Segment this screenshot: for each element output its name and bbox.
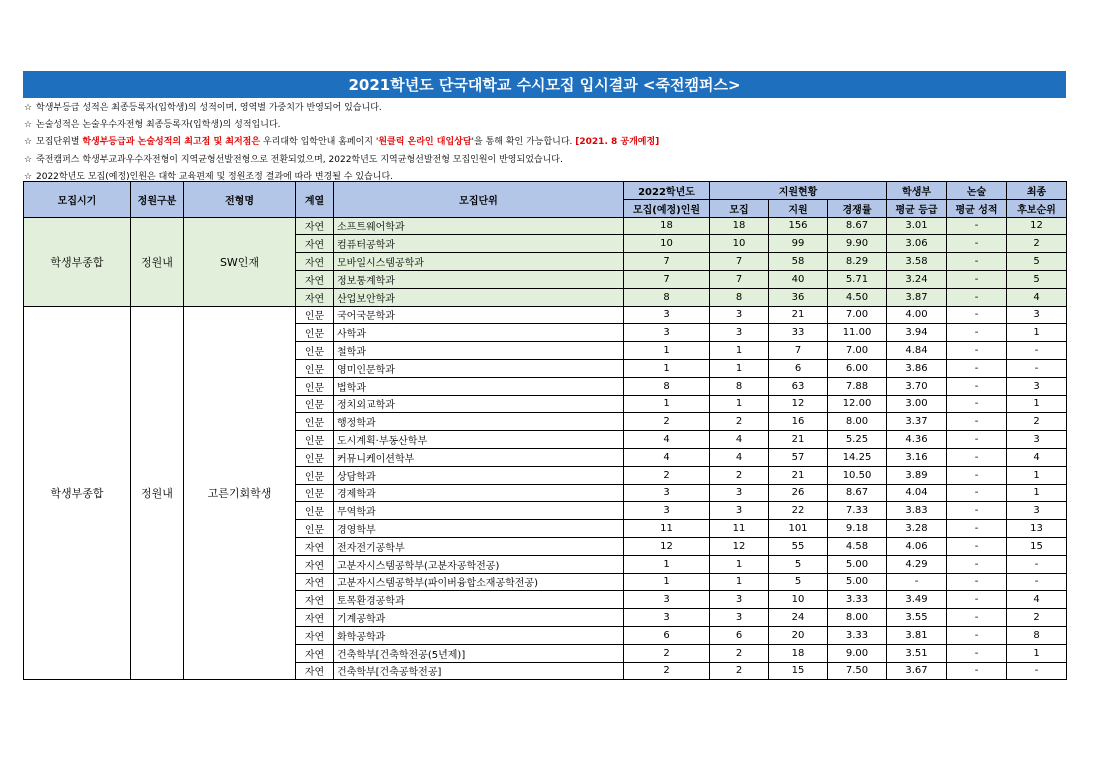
cell-recruit: 10 (710, 235, 769, 253)
star-icon: ☆ (24, 103, 33, 113)
cell-applied: 18 (769, 644, 828, 662)
cell-final: - (1007, 573, 1067, 591)
cell-essay: - (947, 448, 1007, 466)
cell-planned: 2 (624, 662, 710, 680)
cell-applied: 10 (769, 591, 828, 609)
cell-final: 8 (1007, 626, 1067, 644)
cell-admission: 고른기회학생 (184, 306, 296, 680)
cell-planned: 3 (624, 306, 710, 324)
cell-final: 1 (1007, 395, 1067, 413)
cell-grade: 4.04 (887, 484, 947, 502)
cell-applied: 21 (769, 466, 828, 484)
cell-track: 인문 (296, 395, 334, 413)
cell-grade: 3.70 (887, 377, 947, 395)
cell-ratio: 4.58 (828, 537, 887, 555)
cell-period: 학생부종합 (24, 217, 131, 306)
header-period: 모집시기 (24, 182, 131, 218)
table-body (24, 217, 1067, 680)
star-icon: ☆ (24, 137, 33, 148)
cell-recruit: 1 (710, 359, 769, 377)
cell-final: 3 (1007, 377, 1067, 395)
cell-planned: 12 (624, 537, 710, 555)
cell-applied: 57 (769, 448, 828, 466)
cell-ratio: 8.29 (828, 253, 887, 271)
cell-planned: 7 (624, 253, 710, 271)
cell-period: 학생부종합 (24, 306, 131, 680)
cell-unit: 토목환경공학과 (334, 591, 624, 609)
cell-essay: - (947, 502, 1007, 520)
cell-unit: 무역학과 (334, 502, 624, 520)
cell-unit: 경영학부 (334, 520, 624, 538)
note-text: 논술성적은 논술우수자전형 최종등록자(입학생)의 성적입니다. (36, 120, 281, 131)
header-admission: 전형명 (184, 182, 296, 218)
header-grade-sub: 평균 등급 (887, 199, 947, 217)
cell-ratio: 10.50 (828, 466, 887, 484)
cell-track: 자연 (296, 537, 334, 555)
cell-essay: - (947, 288, 1007, 306)
cell-recruit: 3 (710, 609, 769, 627)
cell-track: 자연 (296, 217, 334, 235)
cell-essay: - (947, 431, 1007, 449)
cell-final: 1 (1007, 466, 1067, 484)
cell-essay: - (947, 306, 1007, 324)
cell-unit: 건축학부[건축공학전공] (334, 662, 624, 680)
cell-final: 3 (1007, 502, 1067, 520)
cell-grade: 4.84 (887, 342, 947, 360)
cell-grade: 4.06 (887, 537, 947, 555)
cell-ratio: 14.25 (828, 448, 887, 466)
cell-essay: - (947, 520, 1007, 538)
cell-final: 1 (1007, 644, 1067, 662)
cell-track: 자연 (296, 253, 334, 271)
header-final: 최종 (1007, 182, 1067, 200)
cell-applied: 63 (769, 377, 828, 395)
cell-track: 인문 (296, 484, 334, 502)
cell-ratio: 6.00 (828, 359, 887, 377)
cell-applied: 5 (769, 573, 828, 591)
cell-applied: 36 (769, 288, 828, 306)
cell-track: 자연 (296, 573, 334, 591)
cell-applied: 156 (769, 217, 828, 235)
cell-applied: 40 (769, 270, 828, 288)
document-title: 2021학년도 단국대학교 수시모집 입시결과 <죽전캠퍼스> (23, 71, 1066, 98)
cell-unit: 정보통계학과 (334, 270, 624, 288)
table-row (24, 306, 1067, 324)
cell-ratio: 9.90 (828, 235, 887, 253)
cell-grade: 3.49 (887, 591, 947, 609)
cell-essay: - (947, 573, 1007, 591)
cell-applied: 12 (769, 395, 828, 413)
cell-applied: 6 (769, 359, 828, 377)
cell-applied: 24 (769, 609, 828, 627)
cell-track: 인문 (296, 324, 334, 342)
cell-grade: 3.51 (887, 644, 947, 662)
cell-recruit: 8 (710, 288, 769, 306)
cell-ratio: 7.00 (828, 342, 887, 360)
cell-recruit: 1 (710, 555, 769, 573)
cell-planned: 10 (624, 235, 710, 253)
cell-essay: - (947, 413, 1007, 431)
cell-planned: 1 (624, 342, 710, 360)
cell-unit: 커뮤니케이션학부 (334, 448, 624, 466)
results-table (23, 181, 1067, 680)
cell-track: 인문 (296, 342, 334, 360)
cell-applied: 21 (769, 431, 828, 449)
cell-grade: 3.94 (887, 324, 947, 342)
cell-ratio: 9.18 (828, 520, 887, 538)
cell-unit: 화학공학과 (334, 626, 624, 644)
cell-ratio: 7.33 (828, 502, 887, 520)
header-track: 계열 (296, 182, 334, 218)
cell-recruit: 7 (710, 253, 769, 271)
cell-final: 15 (1007, 537, 1067, 555)
cell-unit: 행정학과 (334, 413, 624, 431)
cell-unit: 도시계획·부동산학부 (334, 431, 624, 449)
note-text: 모집단위별 (36, 137, 83, 148)
cell-applied: 16 (769, 413, 828, 431)
header-final-sub: 후보순위 (1007, 199, 1067, 217)
cell-grade: 3.16 (887, 448, 947, 466)
cell-essay: - (947, 324, 1007, 342)
cell-final: 1 (1007, 324, 1067, 342)
cell-unit: 영미인문학과 (334, 359, 624, 377)
cell-essay: - (947, 235, 1007, 253)
cell-unit: 상담학과 (334, 466, 624, 484)
cell-unit: 법학과 (334, 377, 624, 395)
cell-applied: 5 (769, 555, 828, 573)
cell-ratio: 5.00 (828, 573, 887, 591)
cell-applied: 22 (769, 502, 828, 520)
cell-recruit: 4 (710, 431, 769, 449)
header-planned: 2022학년도 (624, 182, 710, 200)
cell-final: 4 (1007, 288, 1067, 306)
cell-track: 자연 (296, 644, 334, 662)
note-highlight: 원클릭 온라인 대입상담 (378, 137, 472, 148)
cell-unit: 건축학부[건축학전공(5년제)] (334, 644, 624, 662)
cell-unit: 모바일시스템공학과 (334, 253, 624, 271)
cell-final: 5 (1007, 253, 1067, 271)
cell-essay: - (947, 466, 1007, 484)
cell-track: 인문 (296, 520, 334, 538)
cell-final: 5 (1007, 270, 1067, 288)
cell-ratio: 7.00 (828, 306, 887, 324)
cell-track: 자연 (296, 626, 334, 644)
cell-final: 3 (1007, 306, 1067, 324)
header-unit: 모집단위 (334, 182, 624, 218)
cell-track: 인문 (296, 413, 334, 431)
note-item (24, 100, 1069, 117)
cell-grade: - (887, 573, 947, 591)
cell-ratio: 11.00 (828, 324, 887, 342)
cell-recruit: 11 (710, 520, 769, 538)
cell-ratio: 3.33 (828, 591, 887, 609)
cell-track: 자연 (296, 235, 334, 253)
header-grade: 학생부 (887, 182, 947, 200)
cell-recruit: 6 (710, 626, 769, 644)
cell-unit: 소프트웨어학과 (334, 217, 624, 235)
cell-final: - (1007, 359, 1067, 377)
cell-essay: - (947, 662, 1007, 680)
cell-track: 인문 (296, 306, 334, 324)
cell-grade: 3.55 (887, 609, 947, 627)
cell-applied: 99 (769, 235, 828, 253)
note-text: '을 통해 확인 가능합니다. (471, 137, 576, 148)
note-text: 2022학년도 모집(예정)인원은 대학 교육편제 및 정원조정 결과에 따라 변경될 수 있습니다. (36, 171, 393, 182)
cell-unit: 고분자시스템공학부(파이버융합소재공학전공) (334, 573, 624, 591)
cell-ratio: 3.33 (828, 626, 887, 644)
cell-planned: 3 (624, 591, 710, 609)
cell-essay: - (947, 395, 1007, 413)
cell-ratio: 9.00 (828, 644, 887, 662)
table-row (24, 217, 1067, 235)
cell-final: 2 (1007, 235, 1067, 253)
cell-grade: 3.06 (887, 235, 947, 253)
cell-grade: 3.81 (887, 626, 947, 644)
note-text: 학생부등급 성적은 최종등록자(입학생)의 성적이며, 영역별 가중치가 반영되어 있습니다. (36, 103, 382, 113)
cell-final: 4 (1007, 448, 1067, 466)
header-applied: 지원 (769, 199, 828, 217)
cell-planned: 1 (624, 555, 710, 573)
cell-grade: 3.89 (887, 466, 947, 484)
cell-grade: 3.86 (887, 359, 947, 377)
cell-unit: 컴퓨터공학과 (334, 235, 624, 253)
cell-grade: 3.00 (887, 395, 947, 413)
cell-essay: - (947, 270, 1007, 288)
note-item (24, 152, 1069, 169)
cell-track: 인문 (296, 466, 334, 484)
cell-applied: 26 (769, 484, 828, 502)
cell-essay: - (947, 253, 1007, 271)
cell-recruit: 1 (710, 573, 769, 591)
cell-recruit: 2 (710, 413, 769, 431)
note-text: 죽전캠퍼스 학생부교과우수자전형이 지역균형선발전형으로 전환되었으며, 2022학년도 지역균형선발전형 모집인원이 반영되었습니다. (36, 154, 563, 165)
cell-essay: - (947, 537, 1007, 555)
note-item (24, 117, 1069, 134)
cell-planned: 7 (624, 270, 710, 288)
cell-track: 자연 (296, 270, 334, 288)
cell-unit: 사학과 (334, 324, 624, 342)
cell-recruit: 8 (710, 377, 769, 395)
cell-applied: 21 (769, 306, 828, 324)
cell-essay: - (947, 484, 1007, 502)
star-icon: ☆ (24, 120, 33, 131)
cell-essay: - (947, 217, 1007, 235)
cell-planned: 18 (624, 217, 710, 235)
cell-grade: 3.28 (887, 520, 947, 538)
cell-ratio: 7.50 (828, 662, 887, 680)
cell-recruit: 2 (710, 466, 769, 484)
cell-ratio: 8.67 (828, 484, 887, 502)
cell-admission: SW인재 (184, 217, 296, 306)
cell-planned: 8 (624, 377, 710, 395)
cell-recruit: 7 (710, 270, 769, 288)
cell-planned: 1 (624, 395, 710, 413)
cell-applied: 101 (769, 520, 828, 538)
header-recruit: 모집 (710, 199, 769, 217)
cell-unit: 고분자시스템공학부(고분자공학전공) (334, 555, 624, 573)
cell-ratio: 12.00 (828, 395, 887, 413)
cell-planned: 11 (624, 520, 710, 538)
cell-planned: 8 (624, 288, 710, 306)
cell-unit: 전자전기공학부 (334, 537, 624, 555)
note-text: 우리대학 입학안내 홈페이지 ' (260, 137, 379, 148)
cell-ratio: 5.00 (828, 555, 887, 573)
cell-ratio: 8.67 (828, 217, 887, 235)
cell-track: 자연 (296, 609, 334, 627)
cell-unit: 경제학과 (334, 484, 624, 502)
cell-planned: 4 (624, 448, 710, 466)
cell-essay: - (947, 644, 1007, 662)
cell-grade: 3.58 (887, 253, 947, 271)
cell-grade: 3.24 (887, 270, 947, 288)
header-essay: 논술 (947, 182, 1007, 200)
cell-essay: - (947, 626, 1007, 644)
cell-final: - (1007, 342, 1067, 360)
cell-final: - (1007, 555, 1067, 573)
cell-planned: 3 (624, 484, 710, 502)
cell-ratio: 5.25 (828, 431, 887, 449)
cell-grade: 3.37 (887, 413, 947, 431)
cell-recruit: 3 (710, 324, 769, 342)
cell-quota: 정원내 (131, 217, 184, 306)
cell-grade: 4.29 (887, 555, 947, 573)
cell-recruit: 12 (710, 537, 769, 555)
cell-unit: 국어국문학과 (334, 306, 624, 324)
cell-planned: 1 (624, 359, 710, 377)
cell-recruit: 1 (710, 342, 769, 360)
cell-planned: 2 (624, 466, 710, 484)
cell-recruit: 3 (710, 306, 769, 324)
cell-final: 2 (1007, 413, 1067, 431)
notes-list (24, 100, 1069, 186)
cell-essay: - (947, 377, 1007, 395)
cell-planned: 6 (624, 626, 710, 644)
cell-recruit: 1 (710, 395, 769, 413)
cell-applied: 55 (769, 537, 828, 555)
cell-planned: 4 (624, 431, 710, 449)
header-status: 지원현황 (710, 182, 887, 200)
cell-essay: - (947, 591, 1007, 609)
cell-track: 자연 (296, 555, 334, 573)
cell-final: 4 (1007, 591, 1067, 609)
cell-planned: 1 (624, 573, 710, 591)
cell-applied: 33 (769, 324, 828, 342)
cell-unit: 산업보안학과 (334, 288, 624, 306)
star-icon: ☆ (24, 171, 33, 182)
cell-planned: 3 (624, 609, 710, 627)
cell-recruit: 2 (710, 662, 769, 680)
cell-essay: - (947, 359, 1007, 377)
cell-track: 자연 (296, 288, 334, 306)
cell-essay: - (947, 555, 1007, 573)
cell-recruit: 18 (710, 217, 769, 235)
header-planned-sub: 모집(예정)인원 (624, 199, 710, 217)
cell-track: 자연 (296, 591, 334, 609)
cell-final: - (1007, 662, 1067, 680)
cell-unit: 철학과 (334, 342, 624, 360)
cell-planned: 3 (624, 324, 710, 342)
cell-quota: 정원내 (131, 306, 184, 680)
star-icon: ☆ (24, 154, 33, 165)
cell-ratio: 8.00 (828, 413, 887, 431)
cell-essay: - (947, 609, 1007, 627)
cell-grade: 4.36 (887, 431, 947, 449)
cell-track: 인문 (296, 431, 334, 449)
cell-track: 인문 (296, 502, 334, 520)
cell-grade: 3.01 (887, 217, 947, 235)
cell-applied: 20 (769, 626, 828, 644)
cell-ratio: 7.88 (828, 377, 887, 395)
cell-ratio: 5.71 (828, 270, 887, 288)
header-quota: 정원구분 (131, 182, 184, 218)
cell-planned: 2 (624, 413, 710, 431)
cell-grade: 4.00 (887, 306, 947, 324)
note-highlight: 학생부등급과 논술성적의 최고점 및 최저점은 (82, 137, 261, 148)
note-highlight: [2021. 8 공개예정] (575, 137, 660, 148)
cell-final: 2 (1007, 609, 1067, 627)
cell-grade: 3.67 (887, 662, 947, 680)
cell-recruit: 2 (710, 644, 769, 662)
cell-grade: 3.87 (887, 288, 947, 306)
cell-ratio: 4.50 (828, 288, 887, 306)
cell-ratio: 8.00 (828, 609, 887, 627)
cell-final: 12 (1007, 217, 1067, 235)
header-ratio: 경쟁률 (828, 199, 887, 217)
cell-recruit: 3 (710, 502, 769, 520)
cell-planned: 2 (624, 644, 710, 662)
cell-final: 3 (1007, 431, 1067, 449)
cell-unit: 기계공학과 (334, 609, 624, 627)
cell-track: 인문 (296, 359, 334, 377)
cell-track: 인문 (296, 377, 334, 395)
cell-recruit: 3 (710, 484, 769, 502)
cell-unit: 정치외교학과 (334, 395, 624, 413)
cell-planned: 3 (624, 502, 710, 520)
cell-recruit: 4 (710, 448, 769, 466)
header-essay-sub: 평균 성적 (947, 199, 1007, 217)
cell-track: 인문 (296, 448, 334, 466)
cell-grade: 3.83 (887, 502, 947, 520)
cell-recruit: 3 (710, 591, 769, 609)
cell-applied: 15 (769, 662, 828, 680)
cell-final: 1 (1007, 484, 1067, 502)
cell-final: 13 (1007, 520, 1067, 538)
cell-track: 자연 (296, 662, 334, 680)
cell-applied: 7 (769, 342, 828, 360)
note-item (24, 134, 1069, 151)
cell-applied: 58 (769, 253, 828, 271)
cell-essay: - (947, 342, 1007, 360)
